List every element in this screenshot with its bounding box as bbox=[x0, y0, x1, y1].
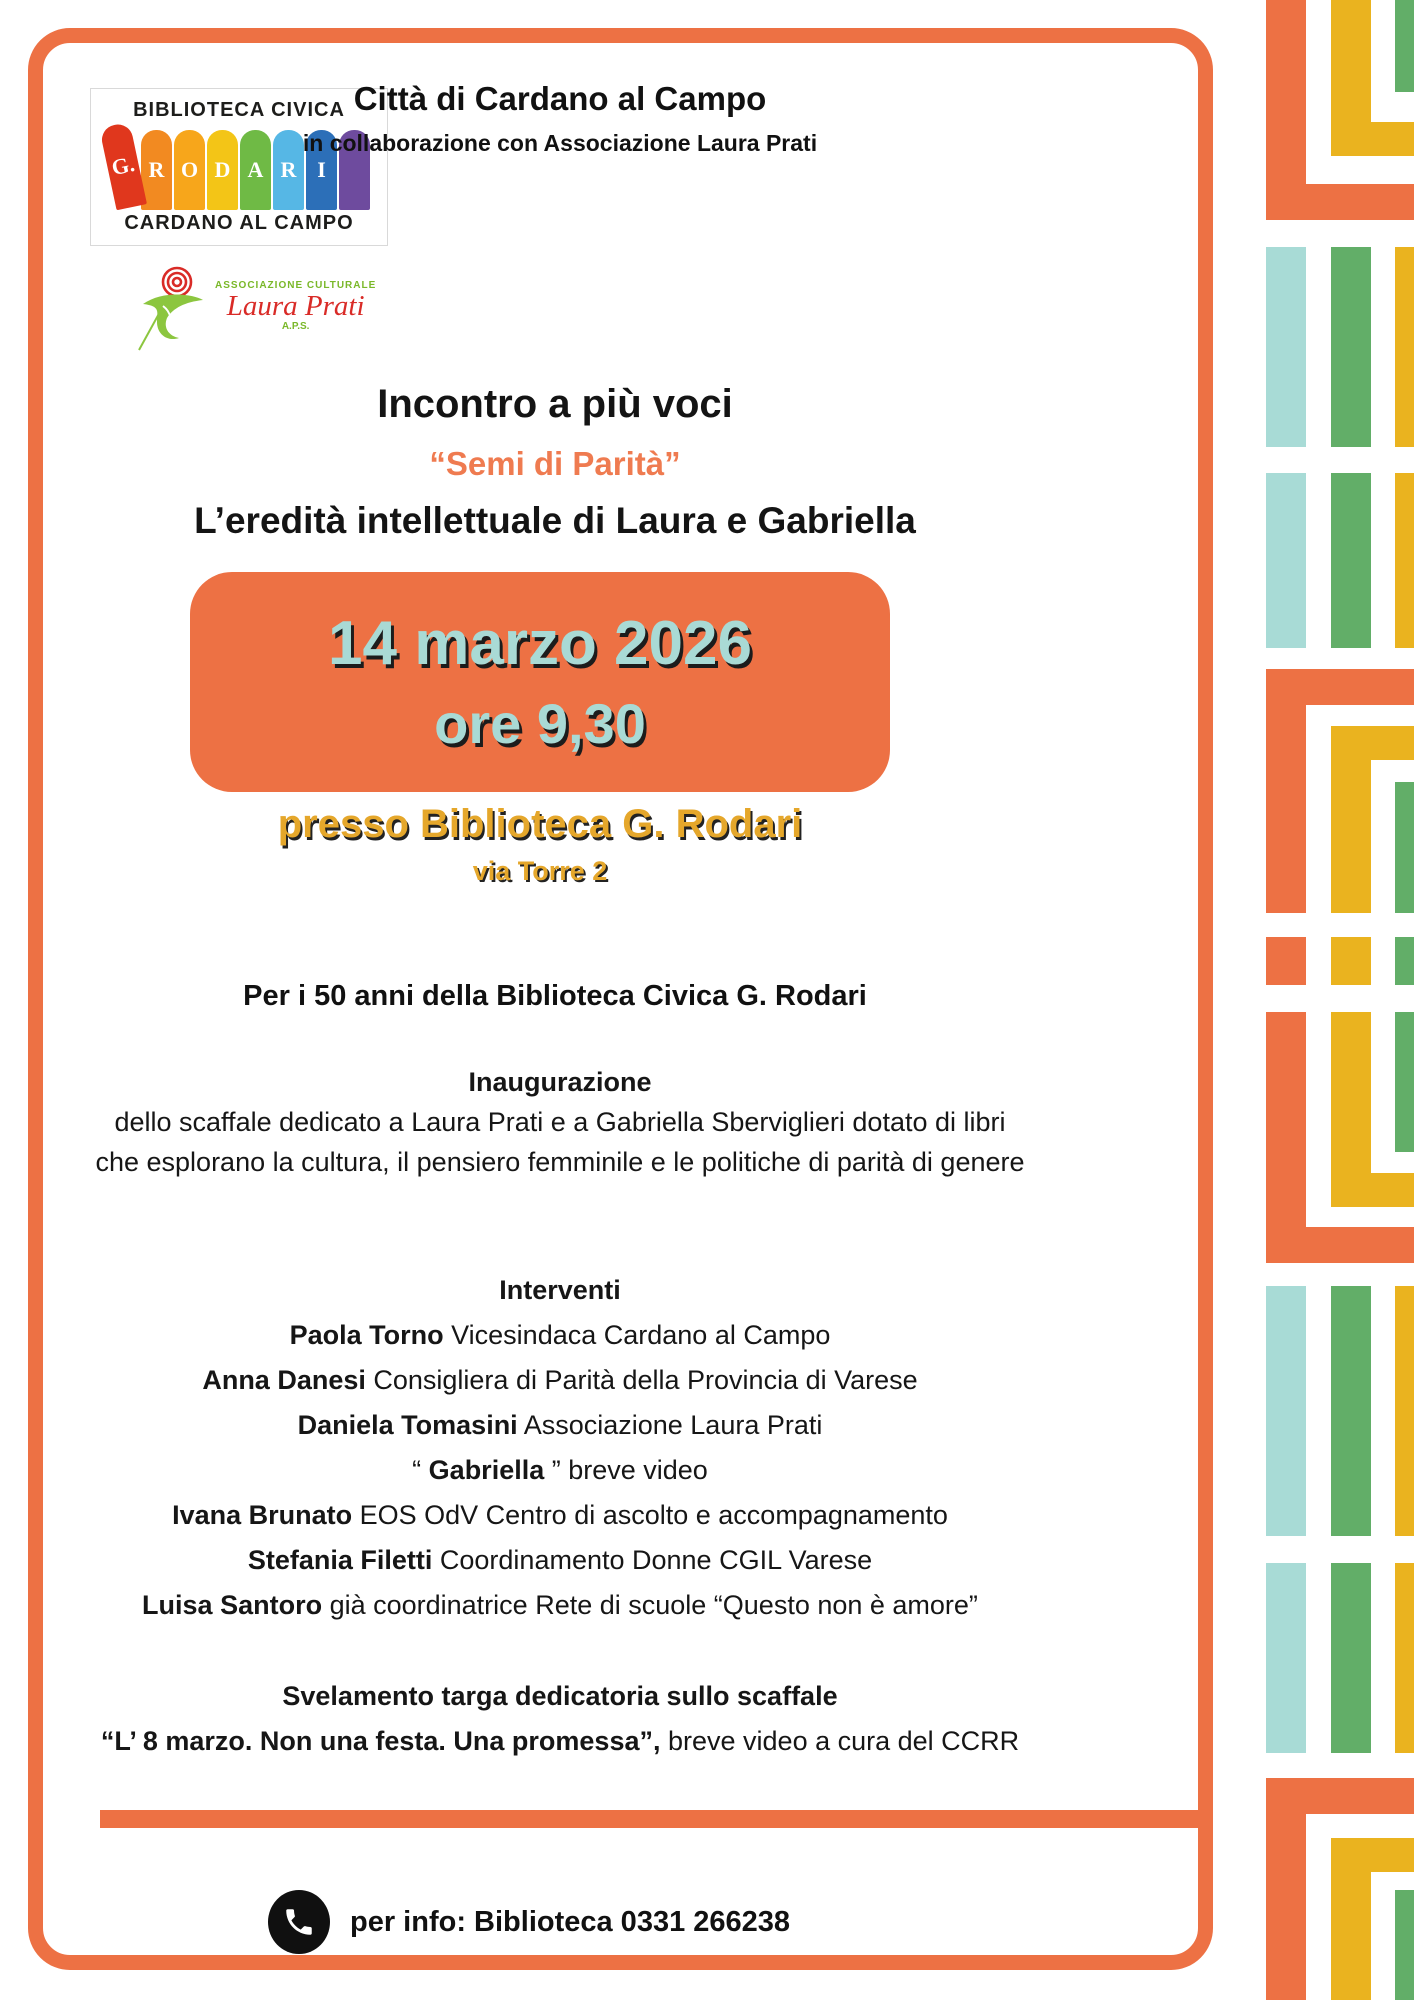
footer-divider bbox=[100, 1810, 1206, 1828]
book-spine: R bbox=[273, 130, 304, 210]
anniversary-line: Per i 50 anni della Biblioteca Civica G. Rodari bbox=[243, 980, 867, 1012]
book-spine: I bbox=[306, 130, 337, 210]
date-box bbox=[190, 572, 890, 792]
event-date: 14 marzo 2026 bbox=[328, 609, 752, 679]
unveiling-title: Svelamento targa dedicatoria sullo scaffale bbox=[282, 1681, 838, 1711]
prati-association-label: ASSOCIAZIONE CULTURALE bbox=[215, 279, 377, 291]
inauguration-line1: dello scaffale dedicato a Laura Prati e a Gabriella Sberviglieri dotato di libri bbox=[114, 1107, 1006, 1137]
speaker-line: Luisa Santoro già coordinatrice Rete di scuole “Questo non è amore” bbox=[142, 1590, 978, 1620]
footer-info: per info: Biblioteca 0331 266238 bbox=[350, 1906, 791, 1938]
book-spine: A bbox=[240, 130, 271, 210]
header bbox=[295, 80, 825, 157]
prati-name: Laura Prati bbox=[226, 289, 365, 322]
speakers-title: Interventi bbox=[499, 1275, 621, 1305]
inauguration-block bbox=[30, 1062, 1090, 1182]
laura-prati-logo bbox=[133, 260, 383, 352]
inauguration-title: Inaugurazione bbox=[468, 1067, 652, 1097]
logo-top-text: BIBLIOTECA CIVICA bbox=[133, 99, 345, 121]
speakers-block bbox=[30, 1268, 1090, 1628]
speaker-line: Paola Torno Vicesindaca Cardano al Campo bbox=[289, 1320, 831, 1350]
speaker-line: Stefania Filetti Coordinamento Donne CGIL Varese bbox=[247, 1545, 873, 1575]
event-time: ore 9,30 bbox=[434, 691, 646, 755]
phone-icon bbox=[268, 1890, 330, 1954]
heading-semi-di-parita: “Semi di Parità” bbox=[429, 445, 681, 482]
phone-handset-icon bbox=[282, 1905, 316, 1939]
unveiling-line: “L’ 8 marzo. Non una festa. Una promessa”, breve video a cura del CCRR bbox=[100, 1726, 1020, 1756]
page-title: Città di Cardano al Campo bbox=[353, 80, 767, 117]
page-subtitle: in collaborazione con Associazione Laura Prati bbox=[302, 130, 818, 156]
rose-ribbon-icon bbox=[133, 260, 211, 352]
unveiling-block bbox=[30, 1674, 1090, 1764]
heading-legacy: L’eredità intellettuale di Laura e Gabriella bbox=[194, 500, 916, 541]
event-headings bbox=[60, 382, 1050, 542]
inauguration-line2: che esplorano la cultura, il pensiero femminile e le politiche di parità di genere bbox=[95, 1147, 1025, 1177]
book-spine: R bbox=[141, 130, 172, 210]
speaker-line: Ivana Brunato EOS OdV Centro di ascolto e accompagnamento bbox=[172, 1500, 948, 1530]
event-address: via Torre 2 bbox=[472, 856, 608, 886]
prati-aps-label: A.P.S. bbox=[281, 321, 310, 333]
speaker-line: Anna Danesi Consigliera di Parità della Provincia di Varese bbox=[202, 1365, 918, 1395]
speaker-line: Daniela Tomasini Associazione Laura Prati bbox=[297, 1410, 823, 1440]
event-location: presso Biblioteca G. Rodari bbox=[277, 802, 803, 846]
heading-meeting: Incontro a più voci bbox=[377, 382, 733, 426]
prati-text bbox=[215, 280, 376, 332]
logo-bottom-text: CARDANO AL CAMPO bbox=[124, 212, 354, 234]
book-spine: O bbox=[174, 130, 205, 210]
book-spine: G. bbox=[99, 122, 147, 211]
book-spine: D bbox=[207, 130, 238, 210]
speaker-line: “ Gabriella ” breve video bbox=[412, 1455, 708, 1485]
